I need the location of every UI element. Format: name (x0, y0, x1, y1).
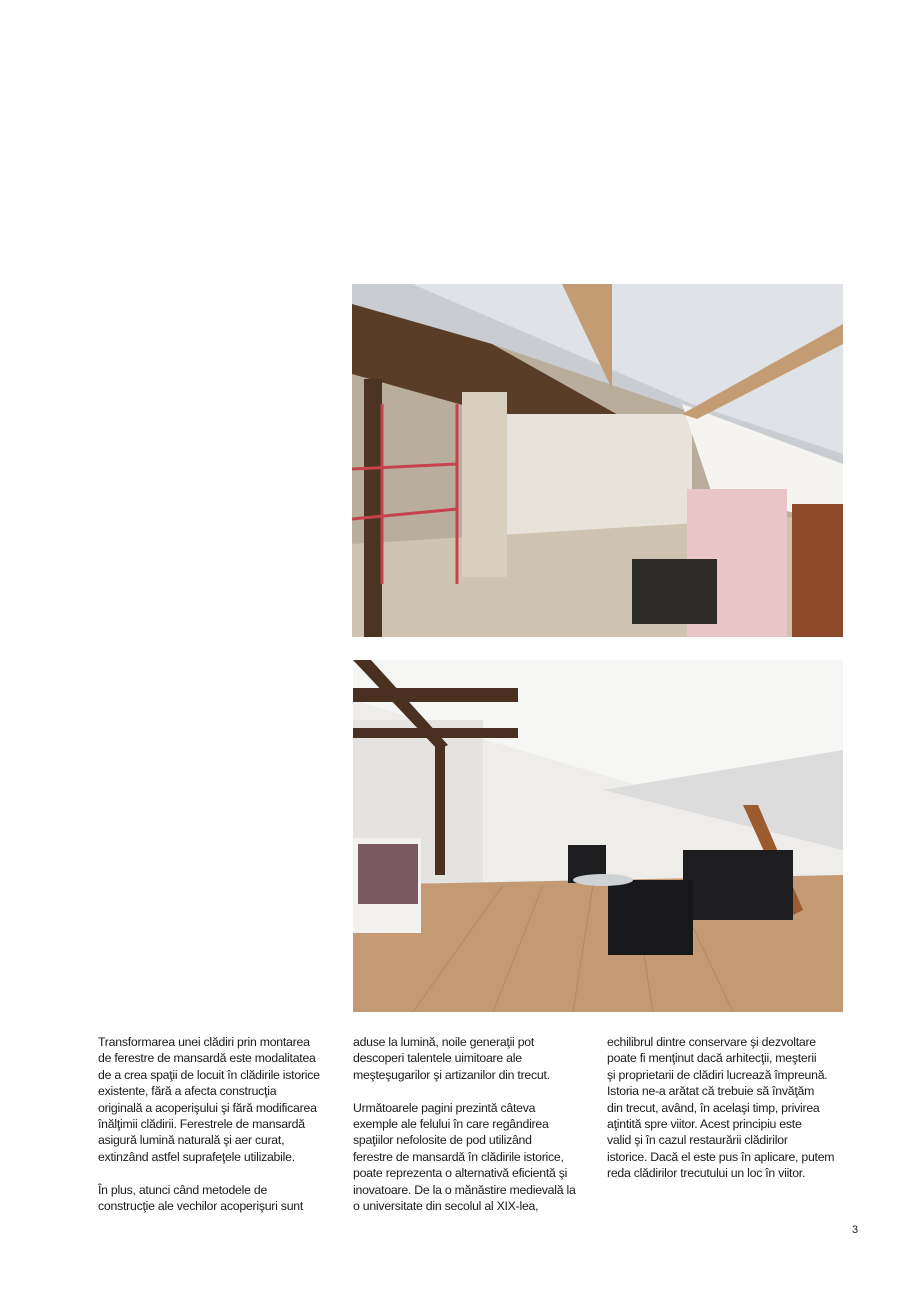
text-line: din trecut, având, în acelaşi timp, privirea (607, 1100, 820, 1115)
text-line: construcţie ale vechilor acoperişuri sunt (98, 1199, 304, 1214)
text-line: Istoria ne-a arătat că trebuie să învăţăm (607, 1084, 815, 1099)
text-line: meşteşugarilor şi artizanilor din trecut. (353, 1067, 550, 1082)
text-line: valid şi în cazul restaurării clădirilor (607, 1133, 788, 1148)
text-line: poate fi menţinut dacă arhitecţii, meşterii (607, 1051, 817, 1066)
text-column-1 (98, 1034, 343, 1231)
text-line: exemple ale felului în care regândirea (353, 1117, 549, 1132)
text-line: descoperi talentele uimitoare ale (353, 1051, 522, 1066)
text-line: poate reprezenta o alternativă eficientă şi (353, 1166, 568, 1181)
text-line: Următoarele pagini prezintă câteva (353, 1100, 536, 1115)
text-line: existente, fără a afecta construcţia (98, 1084, 277, 1099)
text-line: extinzând astfel suprafeţele utilizabile. (98, 1149, 295, 1164)
paragraph (353, 1034, 598, 1083)
paragraph (607, 1034, 852, 1182)
text-line: spaţiilor nefolosite de pod utilizând (353, 1133, 532, 1148)
text-line: înălţimii clădirii. Ferestrele de mansardă (98, 1117, 305, 1132)
text-line: asigură lumină naturală şi aer curat, (98, 1133, 285, 1148)
photo-attic-renovation (352, 284, 843, 637)
text-line: originală a acoperişului şi fără modificarea (98, 1100, 317, 1115)
text-line: reda clădirilor trecutului un loc în viitor. (607, 1166, 806, 1181)
text-line: inovatoare. De la o mănăstire medievală la (353, 1182, 576, 1197)
photo-renovated-attic (353, 660, 843, 1012)
text-line: aduse la lumină, noile generaţii pot (353, 1035, 535, 1049)
text-line: istorice. Dacă el este pus în aplicare, putem (607, 1149, 835, 1164)
text-line: de ferestre de mansardă este modalitatea (98, 1051, 316, 1066)
paragraph (98, 1034, 343, 1165)
text-line: şi proprietarii de clădiri lucrează împreună. (607, 1067, 828, 1082)
text-column-3 (607, 1034, 852, 1198)
paragraph (98, 1182, 343, 1215)
text-line: o universitate din secolul al XIX-lea, (353, 1199, 539, 1214)
text-line: În plus, atunci când metodele de (98, 1182, 268, 1197)
paragraph (353, 1100, 598, 1215)
text-line: Transformarea unei clădiri prin montarea (98, 1035, 310, 1049)
text-column-2 (353, 1034, 598, 1231)
text-line: de a crea spaţii de locuit în clădirile istorice (98, 1067, 320, 1082)
text-line: ferestre de mansardă în clădirile istorice, (353, 1149, 564, 1164)
text-line: aţintită spre viitor. Acest principiu este (607, 1117, 802, 1132)
page-number: 3 (852, 1224, 859, 1236)
text-line: echilibrul dintre conservare şi dezvoltare (607, 1035, 816, 1049)
